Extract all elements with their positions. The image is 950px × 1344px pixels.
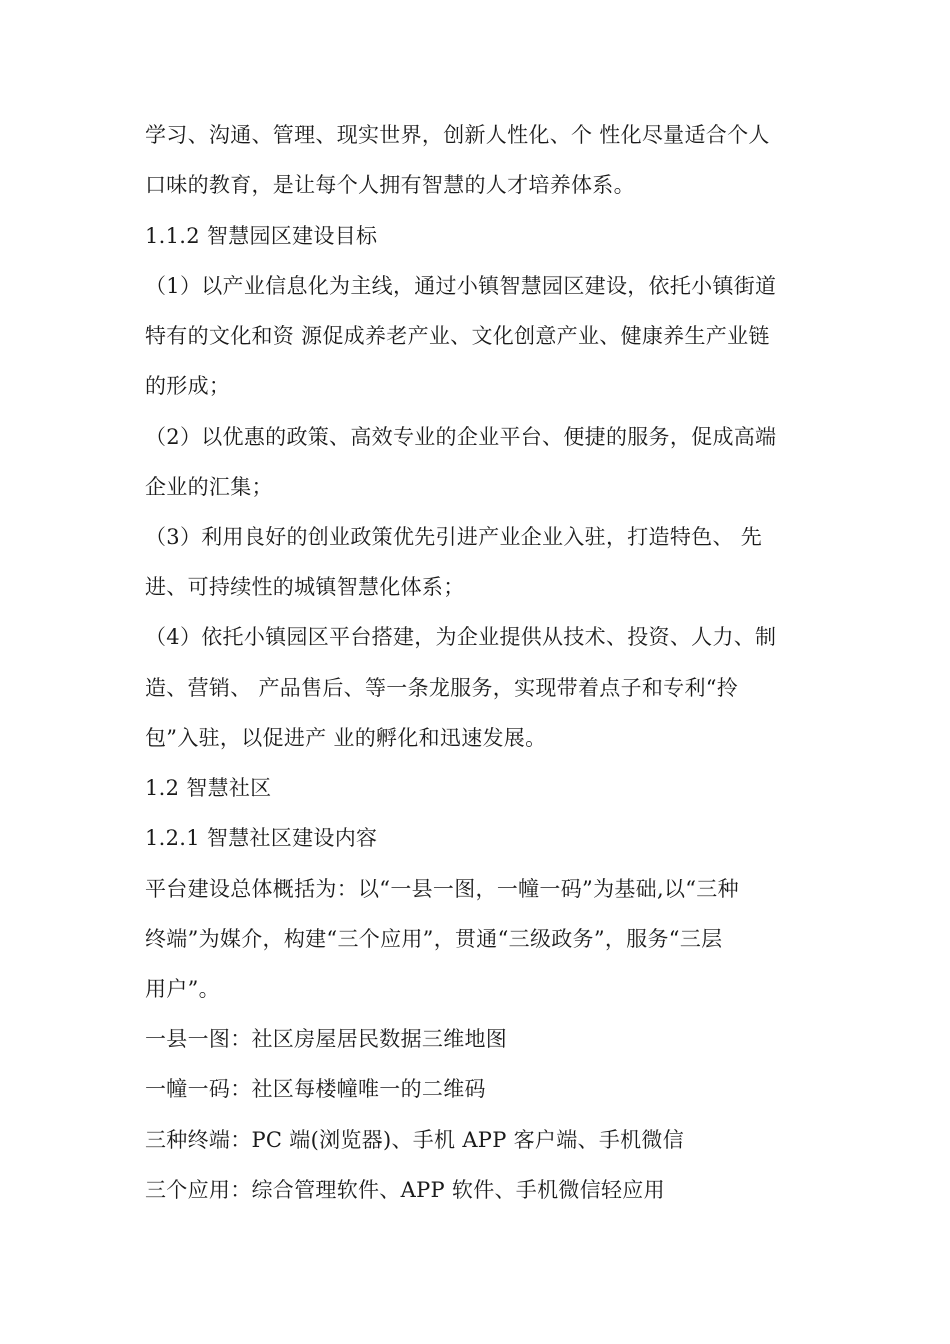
paragraph-line: 企业的汇集； [145,475,273,499]
paragraph-line: （2）以优惠的政策、高效专业的企业平台、便捷的服务，促成高端 [145,425,777,449]
section-heading: 1.2.1 智慧社区建设内容 [145,826,378,850]
paragraph-line: 特有的文化和资 源促成养老产业、文化创意产业、健康养生产业链 [145,324,770,348]
paragraph-line: 进、可持续性的城镇智慧化体系； [145,575,465,599]
paragraph-line: 一县一图：社区房屋居民数据三维地图 [145,1027,508,1051]
section-heading: 1.2 智慧社区 [145,776,272,800]
paragraph-line: （4）依托小镇园区平台搭建，为企业提供从技术、投资、人力、制 [145,625,777,649]
paragraph-line: 三个应用：综合管理软件、APP 软件、手机微信轻应用 [145,1178,665,1202]
paragraph-line: 的形成； [145,374,231,398]
section-heading: 1.1.2 智慧园区建设目标 [145,224,378,248]
paragraph-line: （3）利用良好的创业政策优先引进产业企业入驻，打造特色、 先 [145,525,763,549]
paragraph-line: 终端”为媒介，构建“三个应用”，贯通“三级政务”，服务“三层 [145,927,723,951]
paragraph-line: 学习、沟通、管理、现实世界，创新人性化、个 性化尽量适合个人 [145,123,770,147]
paragraph-line: （1）以产业信息化为主线，通过小镇智慧园区建设，依托小镇街道 [145,274,777,298]
paragraph-line: 包”入驻，以促进产 业的孵化和迅速发展。 [145,726,547,750]
paragraph-line: 三种终端：PC 端(浏览器)、手机 APP 客户端、手机微信 [145,1128,685,1152]
paragraph-line: 平台建设总体概括为：以“一县一图，一幢一码”为基础,以“三种 [145,877,739,901]
paragraph-line: 用户”。 [145,977,220,1001]
paragraph-line: 造、营销、 产品售后、等一条龙服务，实现带着点子和专利“拎 [145,676,739,700]
paragraph-line: 口味的教育，是让每个人拥有智慧的人才培养体系。 [145,173,635,197]
paragraph-line: 一幢一码：社区每楼幢唯一的二维码 [145,1077,486,1101]
